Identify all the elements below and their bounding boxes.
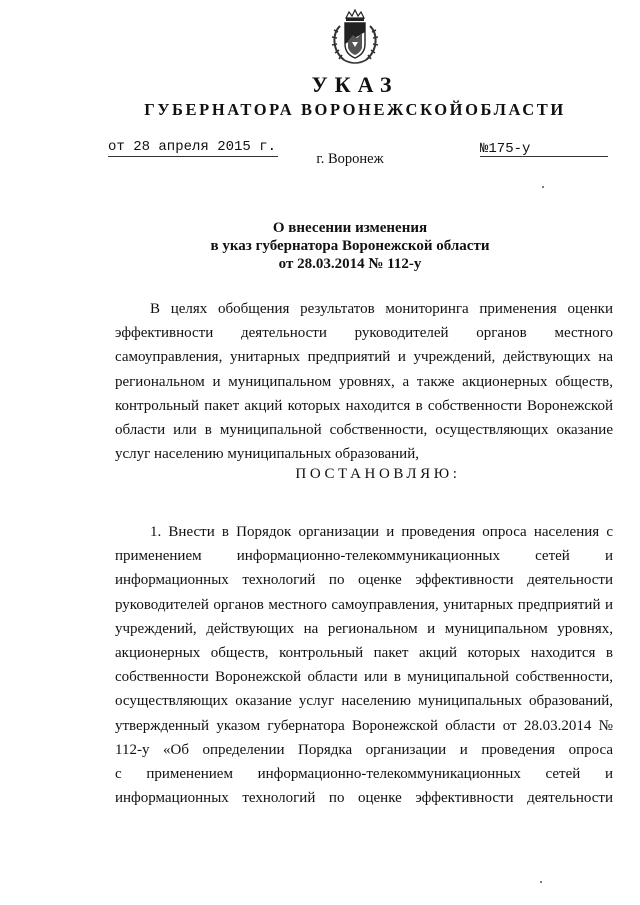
text-line: самоуправления, унитарных предприятий и учреждений, действующих на [115,349,613,366]
issue-date: от 28 апреля 2015 г. [108,139,277,155]
subject-line: от 28.03.2014 № 112-у [278,256,422,272]
text-line: применением информационно-телекоммуникационных сетей и [115,548,613,565]
text-line: контрольный пакет акций которых находится в собственности Воронежской [115,397,613,414]
subject-line: О внесении изменения [272,220,428,236]
text-line: 1. Внести в Порядок организации и проведения опроса населения с [150,524,613,540]
document-number: №175-у [480,141,531,157]
subject-line: в указ губернатора Воронежской области [210,238,490,254]
text-line: области или в муниципальной собственности, осуществляющих оказание [115,421,613,438]
preamble-paragraph [115,297,613,466]
text-line: информационных технологий по оценке эффективности деятельности [115,572,613,589]
document-subject [0,219,640,273]
text-line: В целях обобщения результатов мониторинга применения оценки [150,301,613,317]
text-line: учреждений, действующих на региональном и муниципальном уровнях, [115,620,613,637]
text-line: 112-у «Об определении Порядка организации и проведения опроса [115,741,613,758]
document-type-title: УКАЗ [311,72,399,97]
decree-word: ПОСТАНОВЛЯЮ: [295,466,461,482]
coat-of-arms-icon [326,8,384,68]
issue-city: г. Воронеж [316,151,384,167]
text-line: акционерных обществ, контрольный пакет акций которых находится в [115,644,613,661]
text-line: информационных технологий по оценке эффективности деятельности [115,790,613,807]
text-line: с применением информационно-телекоммуникационных сетей и [115,765,613,782]
issuer-title: ГУБЕРНАТОРА ВОРОНЕЖСКОЙОБЛАСТИ [144,100,566,119]
scan-speck [540,881,542,883]
clause-1-paragraph [115,520,613,810]
text-line: эффективности деятельности руководителей органов местного [115,325,613,342]
text-line: услуг населению муниципальных образований, [115,446,419,463]
text-line: собственности Воронежской области или в муниципальной собственности, [115,669,613,686]
scan-speck [542,186,544,188]
text-line: региональном и муниципальном уровнях, а также акционерных обществ, [115,373,613,390]
text-line: утвержденный указом губернатора Воронежской области от 28.03.2014 № [115,717,613,734]
text-line: руководителей органов местного самоуправления, унитарных предприятий и [115,596,613,613]
text-line: осуществляющих оказание услуг населению муниципальных образований, [115,693,613,710]
